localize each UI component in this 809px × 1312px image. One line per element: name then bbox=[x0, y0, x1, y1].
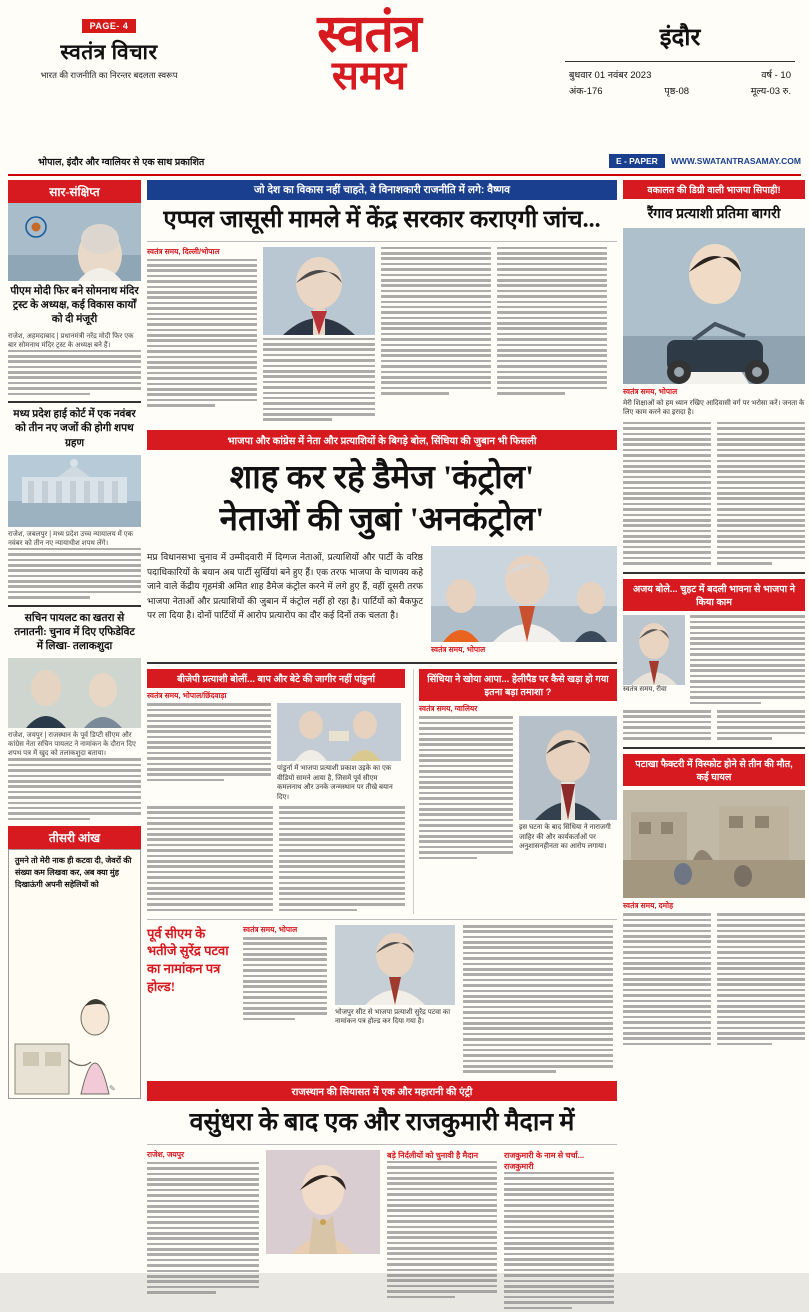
divider bbox=[8, 401, 141, 403]
sub-story-body-3a bbox=[243, 937, 327, 1020]
supplement-title: स्वतंत्र विचार bbox=[60, 40, 158, 64]
sub-story-body-1b bbox=[147, 806, 405, 914]
photo-pandurna-candidate-art bbox=[277, 703, 401, 761]
photo-blast-site-art bbox=[623, 790, 805, 898]
photo-sachin-pilot bbox=[8, 658, 141, 728]
publication-date: बुधवार 01 नवंबर 2023 bbox=[569, 70, 652, 81]
epaper-url[interactable]: WWW.SWATANTRASAMAY.COM bbox=[670, 156, 801, 166]
right-story-byline-1: स्वतंत्र समय, भोपाल bbox=[623, 387, 678, 396]
sub-story-byline-3: स्वतंत्र समय, भोपाल bbox=[243, 924, 298, 934]
photo-amit-shah-art bbox=[431, 546, 617, 642]
sub-story-body-3b bbox=[463, 925, 613, 1073]
divider bbox=[565, 61, 795, 62]
divider bbox=[8, 605, 141, 607]
photo-amit-shah bbox=[431, 546, 617, 642]
top-story-body-2 bbox=[263, 338, 375, 421]
photo-ashwini-vaishnaw-art bbox=[263, 247, 375, 335]
divider bbox=[147, 241, 617, 242]
photo-pratima-bagri-art bbox=[623, 228, 805, 384]
sub-story-kicker-3: पूर्व सीएम के भतीजे सुरेंद्र पटवा का नामांकन पत्र होल्ड! bbox=[147, 925, 229, 994]
top-story-body-3 bbox=[381, 247, 491, 395]
logo-line-1: स्वतंत्र bbox=[317, 6, 421, 63]
photo-jyotiraditya-scindia bbox=[519, 716, 617, 820]
right-story-byline-3: स्वतंत्र समय, दमोह bbox=[623, 901, 674, 911]
top-story-col-1 bbox=[147, 247, 257, 424]
masthead bbox=[8, 6, 801, 176]
brief-item-2[interactable] bbox=[8, 408, 141, 599]
right-story-body-2 bbox=[690, 615, 805, 704]
page-body bbox=[8, 180, 805, 1260]
sub-story-body-2a bbox=[419, 716, 513, 859]
main-column bbox=[147, 180, 617, 1260]
logo-line-2: समय bbox=[331, 52, 407, 98]
lead-story-block bbox=[147, 546, 617, 657]
photo-jyotiraditya-scindia-art bbox=[519, 716, 617, 820]
brief-body-1 bbox=[8, 350, 141, 396]
lead-story-text bbox=[147, 546, 423, 622]
top-blue-bar: जो देश का विकास नहीं चाहते, वे विनाशकारी राजनीति में लगे: वैष्णव bbox=[147, 180, 617, 200]
top-story-body-4 bbox=[497, 247, 607, 395]
top-story-body-1 bbox=[147, 259, 257, 407]
sub-story-kicker-1: बीजेपी प्रत्याशी बोलीं... बाप और बेटे की जागीर नहीं पांडुर्ना bbox=[147, 669, 405, 688]
photo-ajay-art bbox=[623, 615, 685, 685]
sub-story-row bbox=[147, 669, 617, 914]
photo-ajay bbox=[623, 615, 685, 685]
brief-item-1[interactable] bbox=[8, 203, 141, 395]
photo-surendra-patwa-art bbox=[335, 925, 455, 1005]
right-story-kicker-1: वकालत की डिग्री वाली भाजपा सिपाही! bbox=[623, 180, 805, 199]
section-head-saar: सार-संक्षिप्त bbox=[8, 180, 141, 203]
masthead-left bbox=[14, 16, 204, 82]
lead-headline-text-2: नेताओं की जुबां 'अनकंट्रोल' bbox=[219, 502, 545, 539]
top-headline[interactable]: एप्पल जासूसी मामले में केंद्र सरकार कराएगी जांच... bbox=[163, 207, 601, 233]
photo-caption-1: पांडुर्ना में भाजपा प्रत्याशी प्रकाश उइके का एक वीडियो सामने आया है, जिसमें पूर्व सीएम कमलनाथ और उनके जन्मस्थान पर तीखे बयान दिए। bbox=[277, 765, 393, 801]
sub-story-byline-1: स्वतंत्र समय, भोपाल/छिंदवाड़ा bbox=[147, 691, 227, 701]
brief-headline-3: सचिन पायलट का खतरा से तनातनी: चुनाव में दिए एफिडेविट में लिखा- तलाकशुदा bbox=[14, 612, 135, 653]
bottom-story-body-3 bbox=[504, 1172, 614, 1309]
photo-high-court bbox=[8, 455, 141, 527]
lead-headline-line-2[interactable] bbox=[147, 500, 617, 540]
bottom-story-row bbox=[147, 1150, 617, 1312]
bottom-red-bar: राजस्थान की सियासत में एक और महारानी की एंट्री bbox=[147, 1081, 617, 1101]
bottom-story-body-2 bbox=[387, 1161, 497, 1298]
right-story-caption-2: स्वतंत्र समय, रीवा bbox=[623, 686, 667, 694]
brief-headline-1: पीएम मोदी फिर बने सोमनाथ मंदिर ट्रस्ट के अध्यक्ष, कई विकास कार्यों को दी मंजूरी bbox=[10, 286, 139, 326]
divider bbox=[623, 572, 805, 574]
right-story-caption-1: मेरी शिक्षाओं को हम ध्यान रखिए आदिवासी वर्ग पर भरोसा करें। जनता के लिए काम करने का इरादा है। bbox=[623, 400, 805, 417]
brief-item-3[interactable] bbox=[8, 612, 141, 820]
brief-headline-2: मध्य प्रदेश हाई कोर्ट में एक नवंबर को तीन नए जजों की होगी शपथ ग्रहण bbox=[13, 409, 136, 449]
right-story-ajay[interactable] bbox=[623, 579, 805, 742]
epaper-badge: E - PAPER bbox=[609, 154, 665, 168]
photo-rajkumari bbox=[266, 1150, 380, 1254]
bottom-story-body-1 bbox=[147, 1162, 259, 1294]
divider bbox=[147, 919, 617, 920]
lead-story-caption: स्वतंत्र समय, भोपाल bbox=[431, 645, 486, 655]
page-count: पृष्ठ-08 bbox=[664, 86, 690, 97]
left-column bbox=[8, 180, 141, 1260]
cartoon-caption: तुमने तो मेरी नाक ही कटवा दी, जेवरों की संख्या कम लिखवा कर, अब क्या मुंह दिखाऊंगी अपनी सहेलियों को bbox=[15, 856, 132, 890]
photo-caption-2: इस घटना के बाद सिंधिया ने नाराजगी जाहिर की और कार्यकर्ताओं पर अनुशासनहीनता का आरोप लगाया। bbox=[519, 824, 611, 851]
svg-text:✎: ✎ bbox=[109, 1084, 116, 1094]
masthead-right bbox=[565, 20, 795, 97]
issue-number: अंक-176 bbox=[569, 86, 603, 97]
right-story-kicker-2: अजय बोले... चुहट में बदली भावना से भाजपा ने किया काम bbox=[623, 579, 805, 611]
lead-headline-text-1: शाह कर रहे डैमेज 'कंट्रोल' bbox=[229, 459, 535, 496]
bottom-story-byline: राजेश, जयपुर bbox=[147, 1149, 185, 1159]
section-head-teesri-aankh: तीसरी आंख bbox=[8, 826, 141, 849]
masthead-banner bbox=[8, 152, 801, 170]
publication-year: वर्ष - 10 bbox=[761, 70, 791, 81]
divider bbox=[623, 747, 805, 749]
lead-headline-line-1[interactable] bbox=[147, 458, 617, 498]
lead-story-body: मप्र विधानसभा चुनाव में उम्मीदवारी में दिग्गज नेताओं, प्रत्याशियों और पार्टी के वरिष्ठ पदाधिकारियों के बयान अब पार्टी सुर्खियां बने हुए हैं। एक तरफ भाजपा के चाणक्य कहे जाने वाले केंद्रीय गृहमंत्री अमित शाह डैमेज कंट्रोल करने में लगे हुए हैं, वहीं दूसरी तरफ भाजपा नेताओं और प्रत्याशियों की जुबान में कंट्रोल नहीं हो रहा है। पार्टियों को बैकफुट पर ला दिया है। दोनों पार्टियों में आरोप प्रत्यारोप का दौर कई दिनों तक चलता है। bbox=[147, 552, 423, 620]
photo-sachin-pilot-art bbox=[8, 658, 141, 728]
sub-story-pandurna[interactable] bbox=[147, 669, 405, 914]
photo-high-court-art bbox=[8, 455, 141, 527]
divider bbox=[147, 1144, 617, 1145]
brief-caption-1: राजेश, अहमदाबाद | प्रधानमंत्री नरेंद्र मोदी फिर एक बार सोमनाथ मंदिर ट्रस्ट के अध्यक्ष बने हैं। bbox=[8, 332, 134, 349]
sub-story-patwa[interactable] bbox=[147, 925, 617, 1076]
right-story-headline-1: रैंगाव प्रत्याशी प्रतिमा बागरी bbox=[647, 207, 781, 222]
brief-body-3 bbox=[8, 758, 141, 820]
top-story-col-4 bbox=[497, 247, 607, 424]
right-story-body-3 bbox=[623, 913, 805, 1048]
sub-story-byline-2: स्वतंत्र समय, ग्वालियर bbox=[419, 704, 478, 714]
cartoon-panel bbox=[8, 849, 141, 1099]
right-story-body-2b bbox=[623, 710, 805, 742]
bottom-box-title-1: बड़े निर्दलीयों को चुनावी है मैदान bbox=[387, 1150, 479, 1160]
photo-pratima-bagri bbox=[623, 228, 805, 384]
photo-ashwini-vaishnaw bbox=[263, 247, 375, 335]
photo-modi bbox=[8, 203, 141, 281]
photo-rajkumari-art bbox=[266, 1150, 380, 1254]
brief-caption-3: राजेश, जयपुर | राजस्थान के पूर्व डिप्टी सीएम और कांग्रेस नेता सचिन पायलट ने नामांकन के दौरान दिए शपथ पत्र में खुद को तलाकशुदा बताया। bbox=[8, 732, 136, 758]
price: मूल्य-03 रु. bbox=[750, 86, 791, 97]
masthead-logo bbox=[204, 6, 534, 98]
sub-story-kicker-2: सिंधिया ने खोया आपा... हेलीपैड पर कैसे खड़ा हो गया इतना बड़ा तमाशा ? bbox=[419, 669, 617, 701]
lead-red-bar: भाजपा और कांग्रेस में नेता और प्रत्याशियों के बिगड़े बोल, सिंधिया की जुबान भी फिसली bbox=[147, 430, 617, 450]
top-story-col-3 bbox=[381, 247, 491, 424]
right-column bbox=[623, 180, 805, 1260]
lead-story-photo-wrap bbox=[431, 546, 617, 657]
page-badge: PAGE- 4 bbox=[82, 19, 137, 33]
photo-blast-site bbox=[623, 790, 805, 898]
photo-surendra-patwa bbox=[335, 925, 455, 1005]
photo-pandurna-candidate bbox=[277, 703, 401, 761]
top-story bbox=[147, 247, 617, 424]
published-from: भोपाल, इंदौर और ग्वालियर से एक साथ प्रकाशित bbox=[38, 156, 205, 168]
right-story-kicker-3: पटाखा फैक्टरी में विस्फोट होने से तीन की मौत, कई घायल bbox=[623, 754, 805, 786]
sub-story-scindia[interactable] bbox=[413, 669, 617, 914]
bottom-headline[interactable]: वसुंधरा के बाद एक और राजकुमारी मैदान में bbox=[189, 1108, 575, 1136]
photo-modi-art bbox=[8, 203, 141, 281]
right-story-bagri[interactable] bbox=[623, 180, 805, 567]
supplement-subtitle: भारत की राजनीति का निरन्तर बदलता स्वरूप bbox=[40, 70, 178, 80]
edition-city: इंदौर bbox=[659, 25, 701, 51]
photo-caption-3: भोजपुर सीट से भाजपा प्रत्याशी सुरेंद्र पटवा का नामांकन पत्र होल्ड कर दिया गया है। bbox=[335, 1008, 451, 1026]
right-story-body-1 bbox=[623, 422, 805, 568]
divider bbox=[147, 662, 617, 664]
top-story-col-2 bbox=[263, 247, 375, 424]
bottom-box-title-2: राजकुमारी के नाम से चर्चा... राजकुमारी bbox=[504, 1150, 585, 1171]
right-story-firecracker-blast[interactable] bbox=[623, 754, 805, 1048]
epaper-link[interactable] bbox=[609, 154, 801, 168]
brief-caption-2: राजेश, जबलपुर | मध्य प्रदेश उच्च न्यायालय में एक नवंबर को तीन नए न्यायाधीश शपथ लेंगे। bbox=[8, 530, 134, 547]
sub-story-body-1a bbox=[147, 703, 271, 781]
brief-body-2 bbox=[8, 548, 141, 599]
cartoon-art bbox=[9, 948, 140, 1098]
top-story-byline: स्वतंत्र समय, दिल्ली/भोपाल bbox=[147, 246, 220, 256]
